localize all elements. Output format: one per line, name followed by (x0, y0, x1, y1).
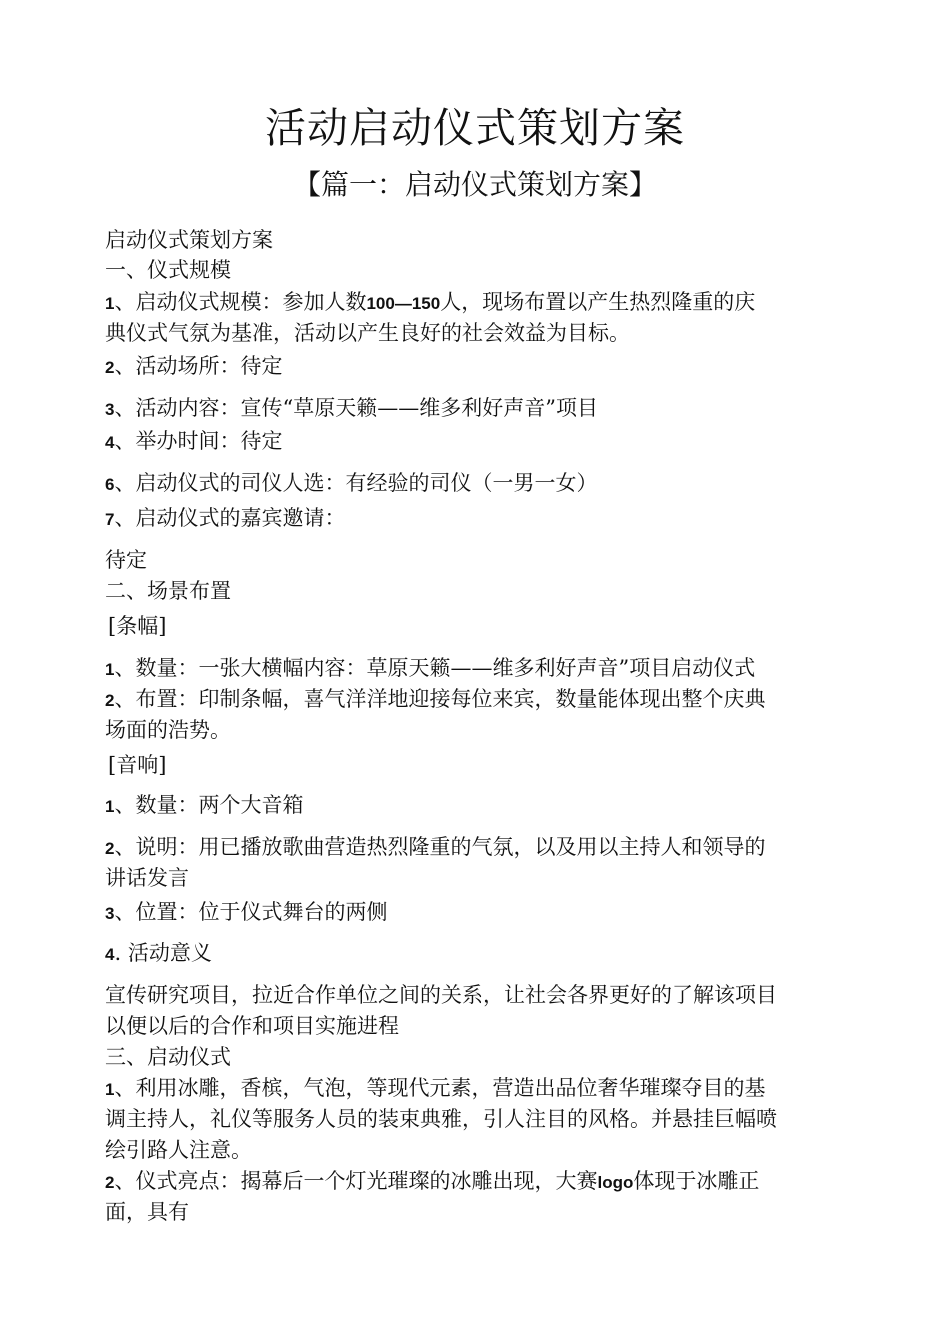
document-subtitle: 【篇一：启动仪式策划方案】 (292, 168, 657, 201)
paragraph-line: 4、举办时间：待定 (105, 429, 283, 453)
subsection-heading: [音响] (108, 753, 167, 777)
paragraph-line: 2、活动场所：待定 (105, 354, 283, 378)
paragraph-line: 面，具有 (105, 1200, 189, 1224)
paragraph-line: 7、启动仪式的嘉宾邀请： (105, 506, 346, 530)
paragraph-line: 1、数量：一张大横幅内容：草原天籁——维多利好声音”项目启动仪式 (105, 656, 756, 680)
section-heading: 二、场景布置 (105, 579, 231, 603)
paragraph-line: 6、启动仪式的司仪人选：有经验的司仪（一男一女） (105, 471, 598, 495)
document-title: 活动启动仪式策划方案 (265, 104, 685, 152)
paragraph-line: 2、仪式亮点：揭幕后一个灯光璀璨的冰雕出现，大赛logo体现于冰雕正 (105, 1169, 760, 1193)
paragraph-line: 启动仪式策划方案 (105, 228, 273, 252)
paragraph-line: 典仪式气氛为基准，活动以产生良好的社会效益为目标。 (105, 321, 630, 345)
paragraph-line: 4. 活动意义 (105, 941, 212, 965)
section-heading: 三、启动仪式 (105, 1045, 231, 1069)
paragraph-line: 1、数量：两个大音箱 (105, 793, 304, 817)
paragraph-line: 待定 (105, 548, 147, 572)
paragraph-line: 2、说明：用已播放歌曲营造热烈隆重的气氛，以及用以主持人和领导的 (105, 835, 766, 859)
subsection-heading: [条幅] (108, 614, 167, 638)
paragraph-line: 1、利用冰雕，香槟，气泡，等现代元素，营造出品位奢华璀璨夺目的基 (105, 1076, 766, 1100)
section-heading: 一、仪式规模 (105, 258, 231, 282)
paragraph-line: 2、布置：印制条幅，喜气洋洋地迎接每位来宾，数量能体现出整个庆典 (105, 687, 766, 711)
paragraph-line: 场面的浩势。 (105, 718, 231, 742)
paragraph-line: 以便以后的合作和项目实施进程 (105, 1014, 399, 1038)
paragraph-line: 3、活动内容：宣传“草原天籁——维多利好声音”项目 (105, 396, 598, 420)
paragraph-line: 讲话发言 (105, 866, 189, 890)
paragraph-line: 3、位置：位于仪式舞台的两侧 (105, 900, 388, 924)
paragraph-line: 宣传研究项目，拉近合作单位之间的关系，让社会各界更好的了解该项目 (105, 983, 777, 1007)
paragraph-line: 绘引路人注意。 (105, 1138, 252, 1162)
paragraph-line: 1、启动仪式规模：参加人数100—150人，现场布置以产生热烈隆重的庆 (105, 290, 756, 314)
paragraph-line: 调主持人，礼仪等服务人员的装束典雅，引人注目的风格。并悬挂巨幅喷 (105, 1107, 777, 1131)
